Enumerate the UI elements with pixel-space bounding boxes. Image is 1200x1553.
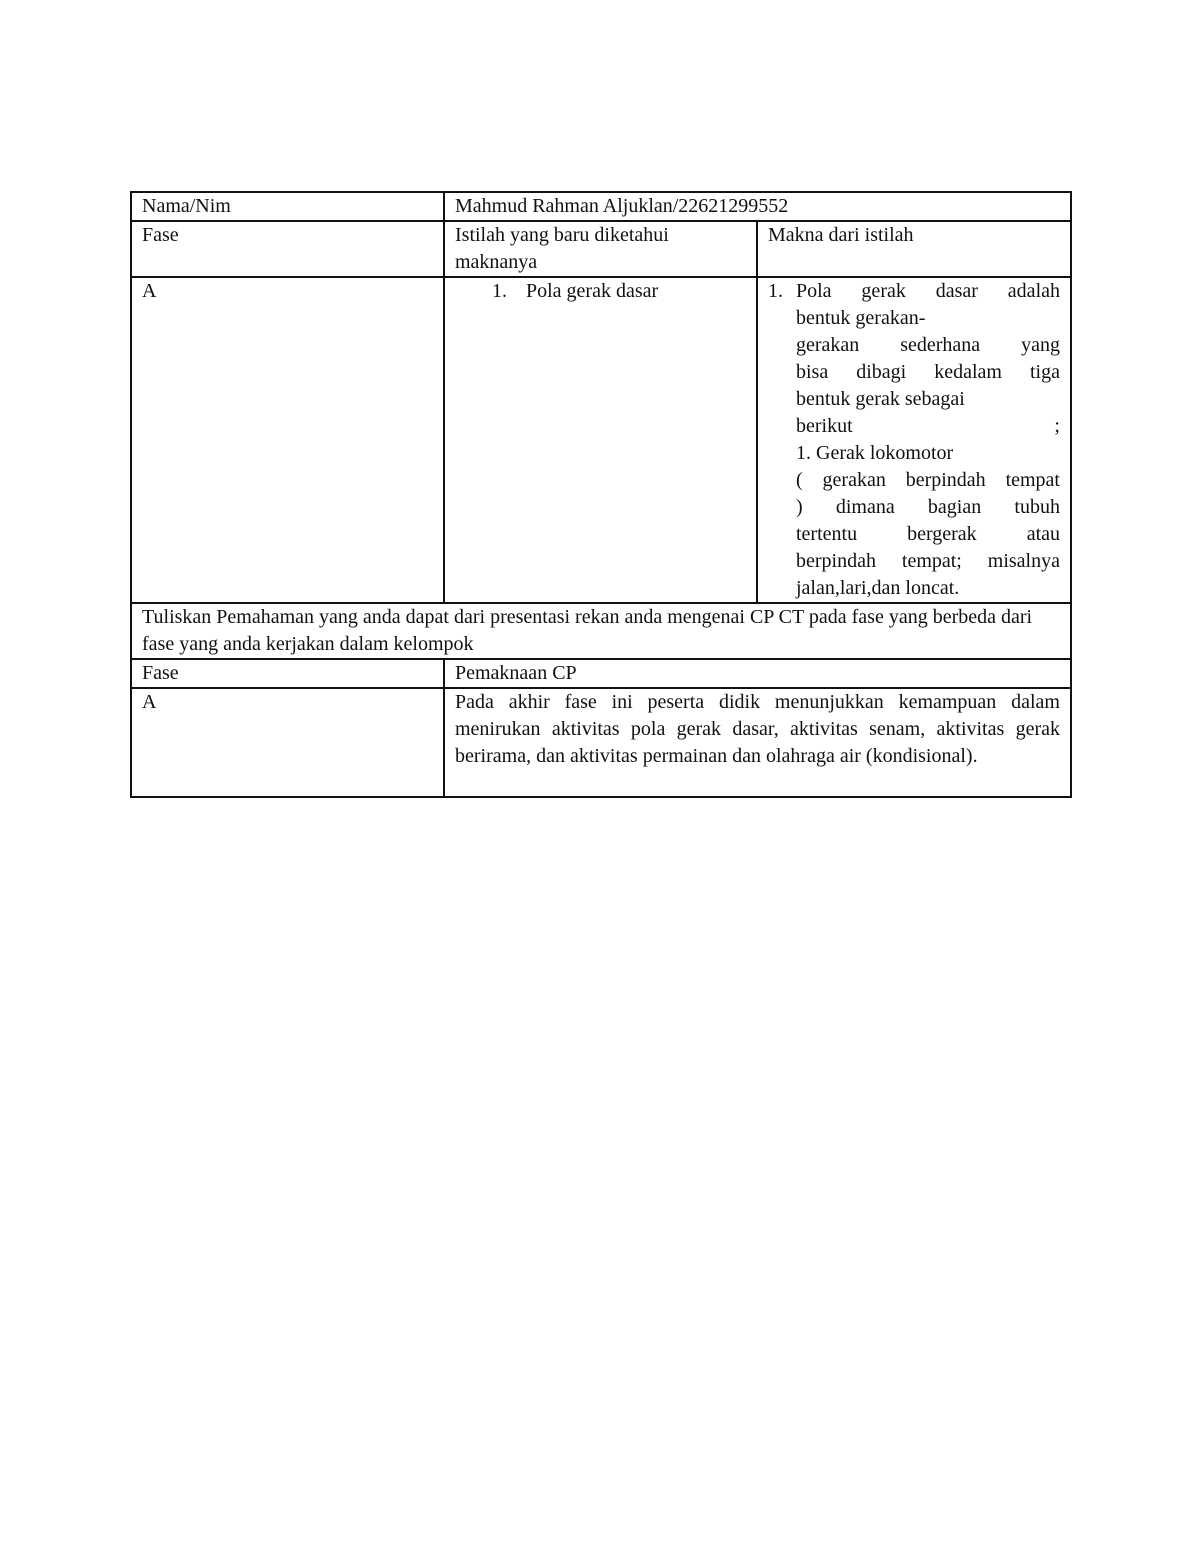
makna-line: bentuk gerak sebagai: [796, 388, 965, 410]
nama-nim-value: Mahmud Rahman Aljuklan/22621299552: [444, 192, 1071, 221]
pemaknaan-header: Pemaknaan CP: [444, 659, 1071, 688]
fase-header: Fase: [131, 221, 444, 277]
fase-value-2: A: [131, 688, 444, 797]
fase-header-2: Fase: [131, 659, 444, 688]
table-row: [131, 221, 1071, 277]
makna-line: bisa dibagi kedalam tiga: [796, 361, 1060, 383]
makna-line: tertentu bergerak atau: [796, 523, 1060, 545]
term-number: 1.: [492, 280, 507, 302]
makna-line: ( gerakan berpindah tempat: [796, 469, 1060, 491]
table-row: [131, 688, 1071, 797]
nama-nim-label: Nama/Nim: [131, 192, 444, 221]
makna-number: 1.: [768, 280, 783, 302]
makna-list-item: [768, 278, 1060, 602]
makna-line: gerakan sederhana yang: [796, 334, 1060, 356]
term-list-item: [455, 278, 746, 305]
makna-line: Pola gerak dasar adalah: [796, 280, 1060, 302]
term-text: Pola gerak dasar: [526, 280, 659, 302]
makna-line: jalan,lari,dan loncat.: [796, 577, 960, 599]
istilah-header: Istilah yang baru diketahui maknanya: [444, 221, 757, 277]
table-row: [131, 603, 1071, 659]
makna-line: berpindah tempat; misalnya: [796, 550, 1060, 572]
makna-line: 1. Gerak lokomotor: [796, 442, 954, 464]
makna-line: berikut ;: [796, 415, 1060, 437]
fase-value: A: [131, 277, 444, 603]
document-table: [130, 191, 1072, 798]
pemaknaan-text: Pada akhir fase ini peserta didik menunjukkan kemampuan dalam menirukan aktivitas pola gerak dasar, aktivitas senam, aktivitas gerak berirama, dan aktivitas permainan dan olahraga air (kondisional).: [444, 688, 1071, 797]
makna-line: bentuk gerakan-: [796, 307, 926, 329]
table-row: [131, 277, 1071, 603]
makna-line: ) dimana bagian tubuh: [796, 496, 1060, 518]
makna-cell: [757, 277, 1071, 603]
table-row: [131, 659, 1071, 688]
istilah-cell: [444, 277, 757, 603]
makna-text: [796, 278, 1060, 602]
makna-header: Makna dari istilah: [757, 221, 1071, 277]
instruction-text: Tuliskan Pemahaman yang anda dapat dari presentasi rekan anda mengenai CP CT pada fase yang berbeda dari fase yang anda kerjakan dalam kelompok: [131, 603, 1071, 659]
table-row: [131, 192, 1071, 221]
